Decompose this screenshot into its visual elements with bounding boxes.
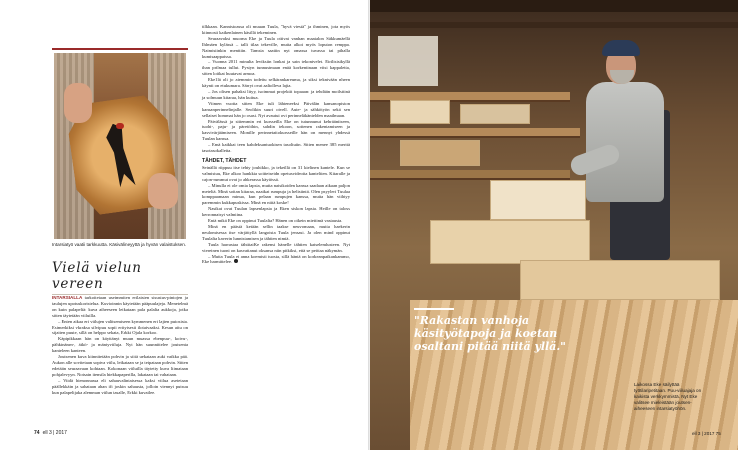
paragraph bbox=[202, 142, 350, 154]
paragraph bbox=[202, 254, 350, 266]
paragraph-text: Joutsenen kuva kiinnitetään pohvin ja siitä uekataan auki vaikka pää. Aukon alle sovitetaan sopiva viilu, leikataan se ja teipataan pohvin. Sitten edetään seuraavaan kohtaan. Kokonaan viiluilla täytetty kuva liimataan pohjalevyyn. Notsain itensila hiekkapaperilla, lakataan tai vahataan. bbox=[52, 354, 188, 377]
paragraph bbox=[52, 378, 188, 396]
section-subhead: Vielä vielun vereen bbox=[52, 260, 188, 295]
paragraph-text: Eke1lä oli jo aiemmin todettu selkärankareuma, ja siksi teknivään nheen käynti on etukumara. Särryt ovat aaltolleva lajia. bbox=[202, 77, 350, 89]
intarsia-photo bbox=[54, 53, 186, 239]
end-mark bbox=[234, 259, 238, 263]
body-column-2 bbox=[202, 24, 350, 154]
cap bbox=[602, 40, 640, 56]
paragraph-text: Entä mikä Eke on oppinut Tuulalta? Hänen on oikein miettimä vastausta. bbox=[208, 218, 343, 224]
veneer-sheet bbox=[430, 220, 590, 264]
hand-left bbox=[64, 83, 92, 123]
paragraph bbox=[202, 77, 350, 89]
section-title: TÄHDET, TÄHDET bbox=[202, 157, 247, 164]
pull-quote: "Rakastan vanhoja käsityötapoja ja koetan osaltani pitää niitä yllä." bbox=[414, 314, 566, 353]
page-folio-left bbox=[34, 430, 67, 436]
paragraph-text: Seuraavaksi muorna Eke ja Tuula ottivat vanhan maatalon Säkkumäellä Ihlmäen kylässä – talli tilaa tekeville, mutta alkoi myös loputon remppa. Naimisiinkin menttiin. Tamsia saatiin nyt omassa tuvassa tai pihalla kumisaappaissa. bbox=[202, 35, 350, 59]
paragraph-text: – Mutta Tuula ei anna koemisti tuosta, sillä häntä on korkeanpaikankammo, Eke harmittelee. bbox=[202, 253, 350, 265]
ceiling-beam bbox=[370, 22, 738, 28]
paragraph-text: Käpipikkaan hän on käyttänyt muun muassa ebenpuu-, koivu-, pähkinänrn-, ätkö- ja mäntyviiluja. Nyt hän suunnittelee joutsenta kanteleen kanteen. bbox=[52, 336, 188, 354]
paragraph-text: Minä en päästä ketään sellin taakse neuvomaan, mutta haekerin neulomisessa itse värjättyllä langoista Tuula jensasi. Ja olen mind oppinut Tuulalta kaverin lunnistamisen ja tähtien nimiä. bbox=[202, 224, 350, 241]
paragraph-text: – Emä kaikkai teen kahdeksantuokisen tasoltuiin. Sitten menee 385 meritä tasotasokalleita. bbox=[202, 142, 350, 154]
paragraph-text: – Jos olisen pahaksi lityy, isoimmat projektit topaaan: ja tehdään moilsttinä ja solmuun kitaraa, hän kuitua. bbox=[202, 88, 350, 100]
accent-rule bbox=[52, 48, 188, 50]
woodpecker-crest bbox=[116, 123, 124, 129]
paragraph bbox=[52, 319, 188, 337]
veneer-sheet bbox=[490, 180, 586, 220]
workshop-photo bbox=[370, 0, 738, 450]
craftsman-body bbox=[586, 82, 664, 202]
photo-caption: Intarsiatyö vaatii tarkkuutta. Käsivälineyyttä ja hyvän valaistuksen. bbox=[52, 242, 187, 247]
paragraph-text: Viimen vuotta sitten Eke tuli lähteneeksi Päivälän kansanopiston kansanperinnelinjalle. Seolikin suuri oivell. Aute- ja sähkötyön sekä sen sellaiset hommat hän jo osasi. Nyt avautui ovi perinneläkäntelden maailmaan. bbox=[202, 100, 350, 118]
veneer-sheet bbox=[520, 260, 720, 300]
paragraph bbox=[202, 224, 350, 242]
paragraph-text: Tuula harrastaa tähtitaiKe rakensi hänelle tähtien katselemlusteen. Nyt viereinen tuoni on kasvattanut oksansa niin pitkiksi, että se peittaa näkymän. bbox=[202, 241, 350, 253]
left-column-2 bbox=[202, 24, 350, 265]
window bbox=[378, 36, 438, 86]
hand-right bbox=[148, 173, 178, 209]
shelf bbox=[370, 170, 570, 180]
paragraph bbox=[202, 165, 350, 183]
veneer-sheet bbox=[390, 100, 450, 124]
paragraph-text: – Minulla ei ole omia lapsia, mutta naisikoiden kanssa saadaan aikaan paljon meteliä. Minä soitan kitaraa, naaikat rumpuja ja helistintä. Olen psyyleri Tuulaa komppaamaan minua, kun pelaan rumpujen kanssa, mutta hän viihtyy paremmin kukkapuskissa. Minä en niitä koske! bbox=[202, 182, 350, 206]
paragraph-text: tarkoitetaan useimmiten erilaisten sisustus-pintojen ja taulujen upotuskoristelua. Kuvioinnin käytetään pääpuulajeja. Menetelmä on kuin palapeliä: kuva aiheeseen leikataan pala palalta aukkoja, jotka sitten täytetään viiluilla. bbox=[52, 295, 188, 318]
paragraph-text: Nasikat ovat Tuulan lapsenlapsia ja Eken siskon lapsia. Heille on taloss kerronnaisyt valmiina. bbox=[202, 206, 350, 218]
lead-word: INTARSIALLA bbox=[52, 295, 83, 300]
paragraph bbox=[202, 206, 350, 218]
paragraph-text: Seinällä riippuu itse tehty jouhikko, ja tekeillä on 31 kielinen kantele. Kun se valmistuu, Eke alkoo hankkia soitteiseidn opetusvideoita kanteltien. Kitaralle ja cajon-rummut ovat jo ahkerassa käytössä. bbox=[202, 164, 350, 182]
paragraph bbox=[52, 354, 188, 378]
paragraph bbox=[202, 89, 350, 101]
paragraph-text: – Enten aikaa eri viilujen valitsemiseen kymmenen eri lajien puiosista. Esimerkiksi vkraksa silvipuu sopii erityisesti ilotaivaaksi. Kesun aitu on sijaiten puute, sillä on helppo sekata, Erkki Ojala korkoo. bbox=[52, 318, 188, 336]
paragraph-text: Päivälässä ja sittemmin eri kursseilla Eke on tutunnunut kehrääniiseen, tuohi-, paju- ja päretöihin, sahdin tekoon, sottenen rakentamiseen ja kasvivärjäämiseen. Monille perinnetaitokursseille hän on mennyt yhdessä Tuulan kanssa. bbox=[202, 118, 350, 142]
paragraph-text: – Vuonna 2011 minulta leviksiin lonkat ja sain tekonivelet. Eirilisisikyllä ihan prilmaa tullut. Pystyn tunnustmaan enää korkentinaan vitsi kappaletta, sitten loitkat huutavat armoa. bbox=[202, 59, 350, 77]
veneer-sheet bbox=[400, 140, 480, 166]
paragraph bbox=[52, 336, 188, 354]
body-column-2-section bbox=[202, 165, 350, 265]
shelf bbox=[370, 128, 580, 138]
photo-caption-right: Laikossa Eke säilyttää työtilaripetitaan. Puu-viiluajaja on kaikista verkkymmistä. Nyt Eke valitsee mieleistään joutsen-aiheeseen intarsiatyöhön. bbox=[634, 382, 702, 411]
paragraph bbox=[202, 36, 350, 60]
page-number: 74 bbox=[34, 430, 40, 436]
paragraph bbox=[202, 183, 350, 207]
quote-rule bbox=[414, 308, 454, 310]
paragraph bbox=[52, 295, 188, 319]
page-folio-right: ell 3 | 2017 75 bbox=[692, 431, 721, 436]
paragraph bbox=[202, 119, 350, 143]
paragraph bbox=[202, 24, 350, 36]
paragraph bbox=[202, 59, 350, 77]
veneer-sheet bbox=[460, 104, 530, 124]
ceiling-beam bbox=[370, 0, 738, 12]
magazine-issue: ell 3 | 2017 bbox=[42, 430, 67, 436]
left-column-1 bbox=[52, 48, 188, 395]
paragraph bbox=[202, 101, 350, 119]
paragraph bbox=[202, 242, 350, 254]
body-column-1 bbox=[52, 295, 188, 395]
paragraph-text: – Viidä hienonnassa eli sahauvalintaisessa kaksi viilua asetetaan päällekkäin ja sahataan ahan ifi joskin sahausta, jolloin viennyt putsuu kun palapelijaka alemman viilun tasalle, Erkki kuvailee. bbox=[52, 377, 188, 395]
paragraph-text: tilkkaan. Kannistoassa oli muuan Tuula, "hyvä viestä" ja ihminen, jota myös kiinnosti kaikenlainen käsillä tekeminen. bbox=[202, 24, 350, 35]
